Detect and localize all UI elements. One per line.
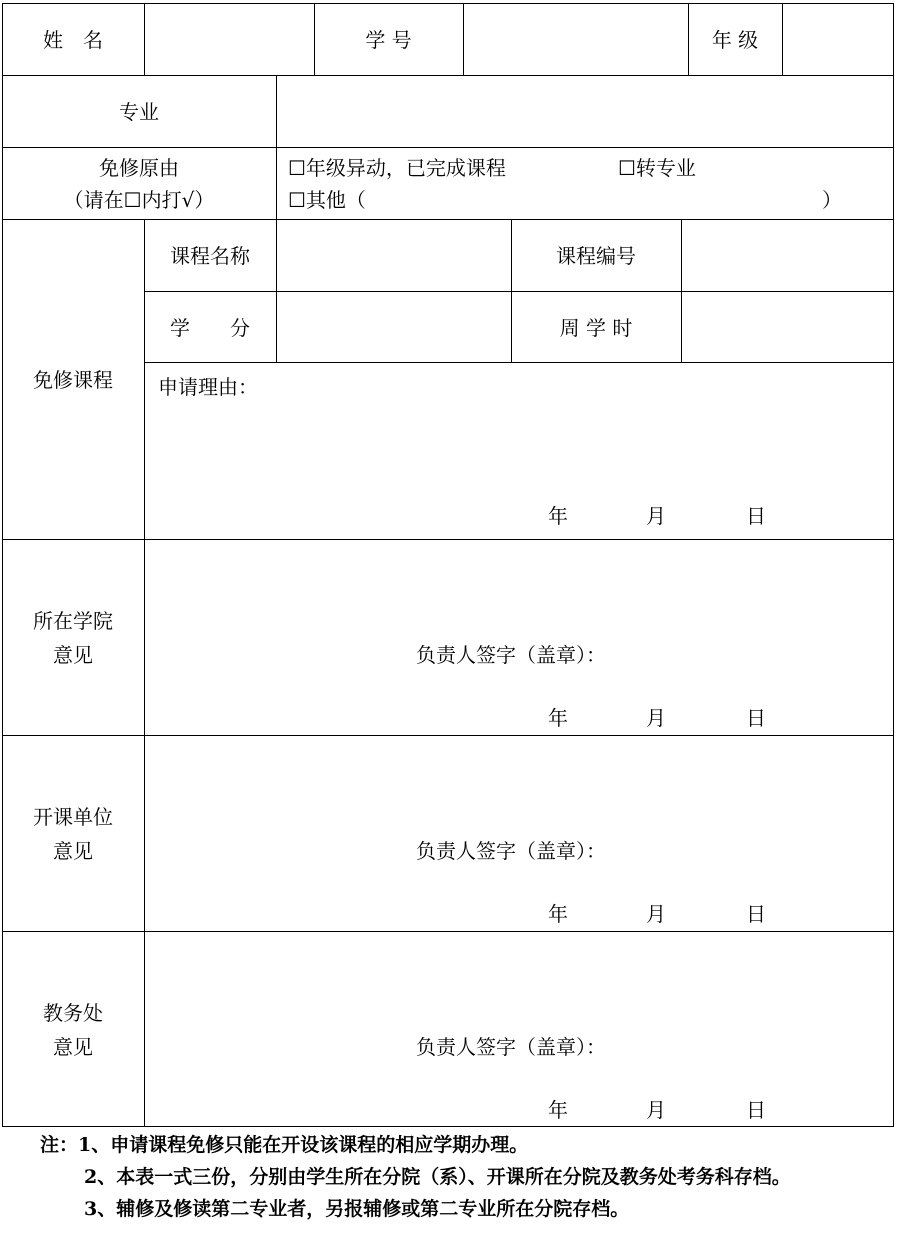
major-label: 专业	[119, 100, 159, 124]
rule	[893, 3, 894, 1127]
rule	[276, 219, 277, 362]
college-opinion-label: 所在学院	[33, 609, 113, 633]
rule	[511, 219, 512, 362]
academic-affairs-opinion-label-2: 意见	[53, 1035, 93, 1059]
name-label: 姓 名	[43, 28, 103, 52]
date-year: 年	[548, 902, 568, 926]
credit-label: 学 分	[170, 316, 250, 340]
rule	[463, 3, 464, 75]
college-opinion-label-2: 意见	[53, 643, 93, 667]
date-month: 月	[646, 504, 666, 528]
grade-label: 年 级	[711, 28, 759, 52]
rule	[144, 362, 894, 363]
date-day: 日	[746, 902, 766, 926]
date-day: 日	[746, 706, 766, 730]
course-code-field[interactable]	[683, 221, 891, 289]
date-month: 月	[646, 902, 666, 926]
date-day: 日	[746, 504, 766, 528]
note-line-1: 注：1、申请课程免修只能在开设该课程的相应学期办理。	[40, 1134, 529, 1156]
date-year: 年	[548, 706, 568, 730]
rule	[782, 3, 783, 75]
rule	[2, 3, 894, 4]
rule	[681, 219, 682, 362]
rule	[276, 75, 277, 219]
rule	[144, 219, 145, 1126]
academic-affairs-opinion-label: 教务处	[43, 1001, 103, 1025]
rule	[2, 539, 894, 540]
apply-reason-label: 申请理由：	[158, 375, 258, 399]
note-line-3: 3、辅修及修读第二专业者，另报辅修或第二专业所在分院存档。	[84, 1198, 630, 1220]
student-id-label: 学 号	[365, 28, 412, 52]
date-month: 月	[646, 706, 666, 730]
rule	[2, 219, 894, 220]
rule	[2, 931, 894, 932]
date-year: 年	[548, 1098, 568, 1122]
reason-label: 免修原由	[99, 156, 179, 180]
apply-reason-field[interactable]	[146, 400, 891, 495]
name-field[interactable]	[146, 5, 312, 73]
reason-option-grade-change[interactable]: ☐年级异动，已完成课程	[288, 156, 506, 180]
reason-instruction: （请在☐内打√）	[63, 188, 215, 212]
course-name-label: 课程名称	[170, 244, 250, 268]
rule	[2, 75, 894, 76]
reason-option-other[interactable]: ☐其他（	[288, 188, 366, 212]
grade-field[interactable]	[784, 5, 891, 73]
course-unit-opinion-label: 开课单位	[33, 805, 113, 829]
course-unit-signature-field[interactable]	[620, 826, 880, 876]
note-line-2: 2、本表一式三份，分别由学生所在分院（系）、开课所在分院及教务处考务科存档。	[84, 1166, 791, 1188]
rule	[2, 1126, 894, 1127]
exempt-course-label: 免修课程	[33, 368, 113, 392]
credit-field[interactable]	[278, 293, 509, 360]
reason-other-close-paren: ）	[822, 188, 842, 212]
college-signature-field[interactable]	[620, 630, 880, 680]
date-day: 日	[746, 1098, 766, 1122]
course-unit-opinion-label-2: 意见	[53, 839, 93, 863]
weekly-hours-label: 周 学 时	[559, 316, 633, 340]
rule	[2, 147, 894, 148]
date-year: 年	[548, 504, 568, 528]
academic-affairs-signature-field[interactable]	[620, 1022, 880, 1072]
college-signature-label: 负责人签字（盖章）：	[416, 643, 606, 667]
course-name-field[interactable]	[278, 221, 509, 289]
course-unit-signature-label: 负责人签字（盖章）：	[416, 839, 606, 863]
rule	[2, 735, 894, 736]
reason-option-transfer-major[interactable]: ☐转专业	[618, 156, 696, 180]
course-code-label: 课程编号	[556, 244, 636, 268]
academic-affairs-signature-label: 负责人签字（盖章）：	[416, 1035, 606, 1059]
rule	[144, 291, 894, 292]
rule	[144, 3, 145, 75]
student-id-field[interactable]	[465, 5, 686, 73]
date-month: 月	[646, 1098, 666, 1122]
major-field[interactable]	[278, 77, 891, 145]
weekly-hours-field[interactable]	[683, 293, 891, 360]
